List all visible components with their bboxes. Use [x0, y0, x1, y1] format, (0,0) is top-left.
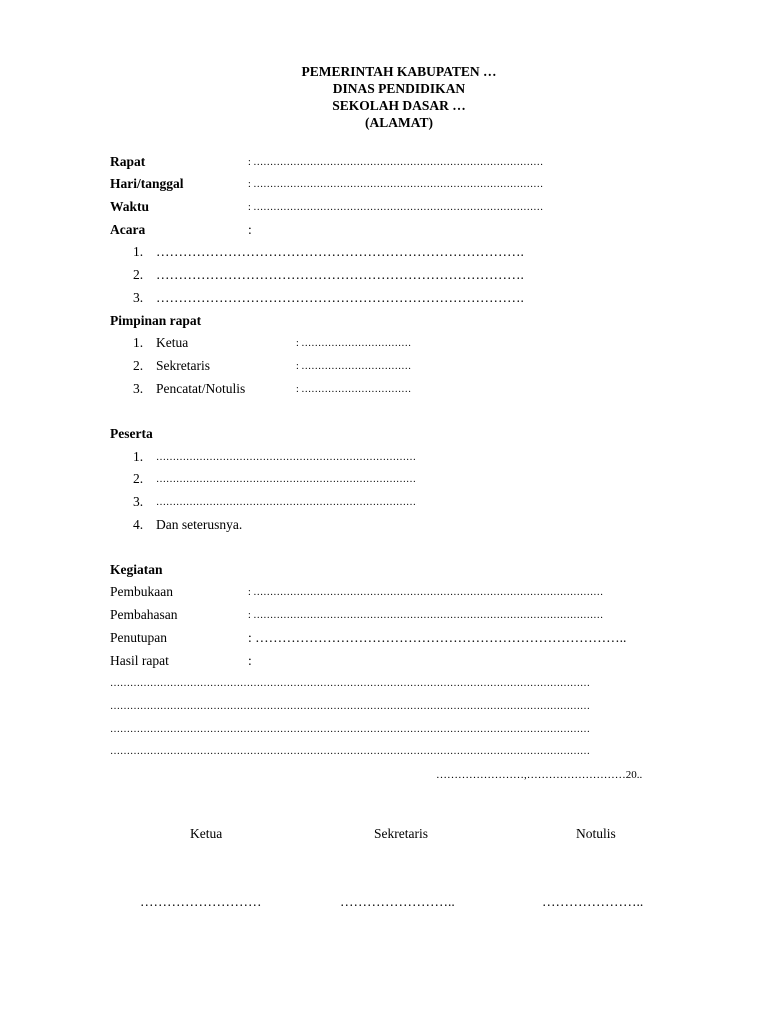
peserta-item-4-num: 4.	[133, 517, 144, 532]
peserta-item-1: ……………………………………………………………………	[156, 452, 416, 463]
pimpinan-ketua-value: : ……………………………	[296, 338, 412, 349]
hari-value: : ……………………………………………………………………………	[248, 179, 544, 190]
signature-title-notulis: Notulis	[576, 826, 616, 841]
pimpinan-item-1-num: 1.	[133, 335, 144, 350]
pimpinan-notulis-label: Pencatat/Notulis	[156, 381, 246, 396]
peserta-item-3: ……………………………………………………………………	[156, 497, 416, 508]
pimpinan-sekretaris-label: Sekretaris	[156, 358, 210, 373]
hasil-rapat-label: Hasil rapat	[110, 653, 169, 668]
acara-label: Acara	[110, 222, 146, 237]
rapat-label: Rapat	[110, 154, 146, 169]
acara-item-2: ……………………………………………………………………….	[156, 267, 524, 282]
header-line-3: SEKOLAH DASAR …	[332, 98, 466, 113]
acara-item-3: ……………………………………………………………………….	[156, 290, 524, 305]
header-line-4: (ALAMAT)	[365, 115, 433, 130]
rapat-value: : ……………………………………………………………………………	[248, 157, 544, 168]
penutupan-value: : ………………………………………………………………………..	[248, 630, 627, 645]
kegiatan-heading: Kegiatan	[110, 562, 163, 577]
acara-item-1-num: 1.	[133, 244, 144, 259]
hasil-line-2: ………………………………………………………………………………………………………………………………	[110, 701, 590, 712]
signature-line-ketua: ………………………	[140, 894, 262, 909]
pembukaan-value: : ……………………………………………………………………………………………	[248, 587, 604, 598]
pimpinan-item-3-num: 3.	[133, 381, 144, 396]
peserta-heading: Peserta	[110, 426, 153, 441]
hari-label: Hari/tanggal	[110, 176, 184, 191]
hasil-rapat-colon: :	[248, 653, 252, 668]
acara-colon: :	[248, 222, 252, 237]
signature-title-ketua: Ketua	[190, 826, 223, 841]
hasil-line-1: ………………………………………………………………………………………………………………………………	[110, 678, 590, 689]
pimpinan-ketua-label: Ketua	[156, 335, 189, 350]
pembahasan-value: : ……………………………………………………………………………………………	[248, 610, 604, 621]
signature-title-sekretaris: Sekretaris	[374, 826, 428, 841]
peserta-item-3-num: 3.	[133, 494, 144, 509]
peserta-item-1-num: 1.	[133, 449, 144, 464]
waktu-value: : ……………………………………………………………………………	[248, 202, 544, 213]
document-header	[0, 63, 768, 131]
pimpinan-item-2-num: 2.	[133, 358, 144, 373]
pimpinan-notulis-value: : ……………………………	[296, 384, 412, 395]
hasil-line-4: ………………………………………………………………………………………………………………………………	[110, 746, 590, 757]
header-line-1: PEMERINTAH KABUPATEN …	[301, 64, 497, 79]
waktu-label: Waktu	[110, 199, 150, 214]
pembahasan-label: Pembahasan	[110, 607, 178, 622]
hasil-line-3: ………………………………………………………………………………………………………………………………	[110, 724, 590, 735]
acara-item-2-num: 2.	[133, 267, 144, 282]
pimpinan-sekretaris-value: : ……………………………	[296, 361, 412, 372]
peserta-item-2-num: 2.	[133, 471, 144, 486]
acara-item-1: ……………………………………………………………………….	[156, 244, 524, 259]
peserta-item-4: Dan seterusnya.	[156, 517, 243, 532]
signature-line-sekretaris: ……………………..	[340, 894, 455, 909]
penutupan-label: Penutupan	[110, 630, 167, 645]
peserta-item-2: ……………………………………………………………………	[156, 474, 416, 485]
date-line: ……………………,………………………20..	[436, 769, 643, 781]
pembukaan-label: Pembukaan	[110, 584, 173, 599]
signature-line-notulis: …………………..	[542, 894, 644, 909]
header-line-2: DINAS PENDIDIKAN	[332, 81, 466, 96]
pimpinan-heading: Pimpinan rapat	[110, 313, 202, 328]
acara-item-3-num: 3.	[133, 290, 144, 305]
